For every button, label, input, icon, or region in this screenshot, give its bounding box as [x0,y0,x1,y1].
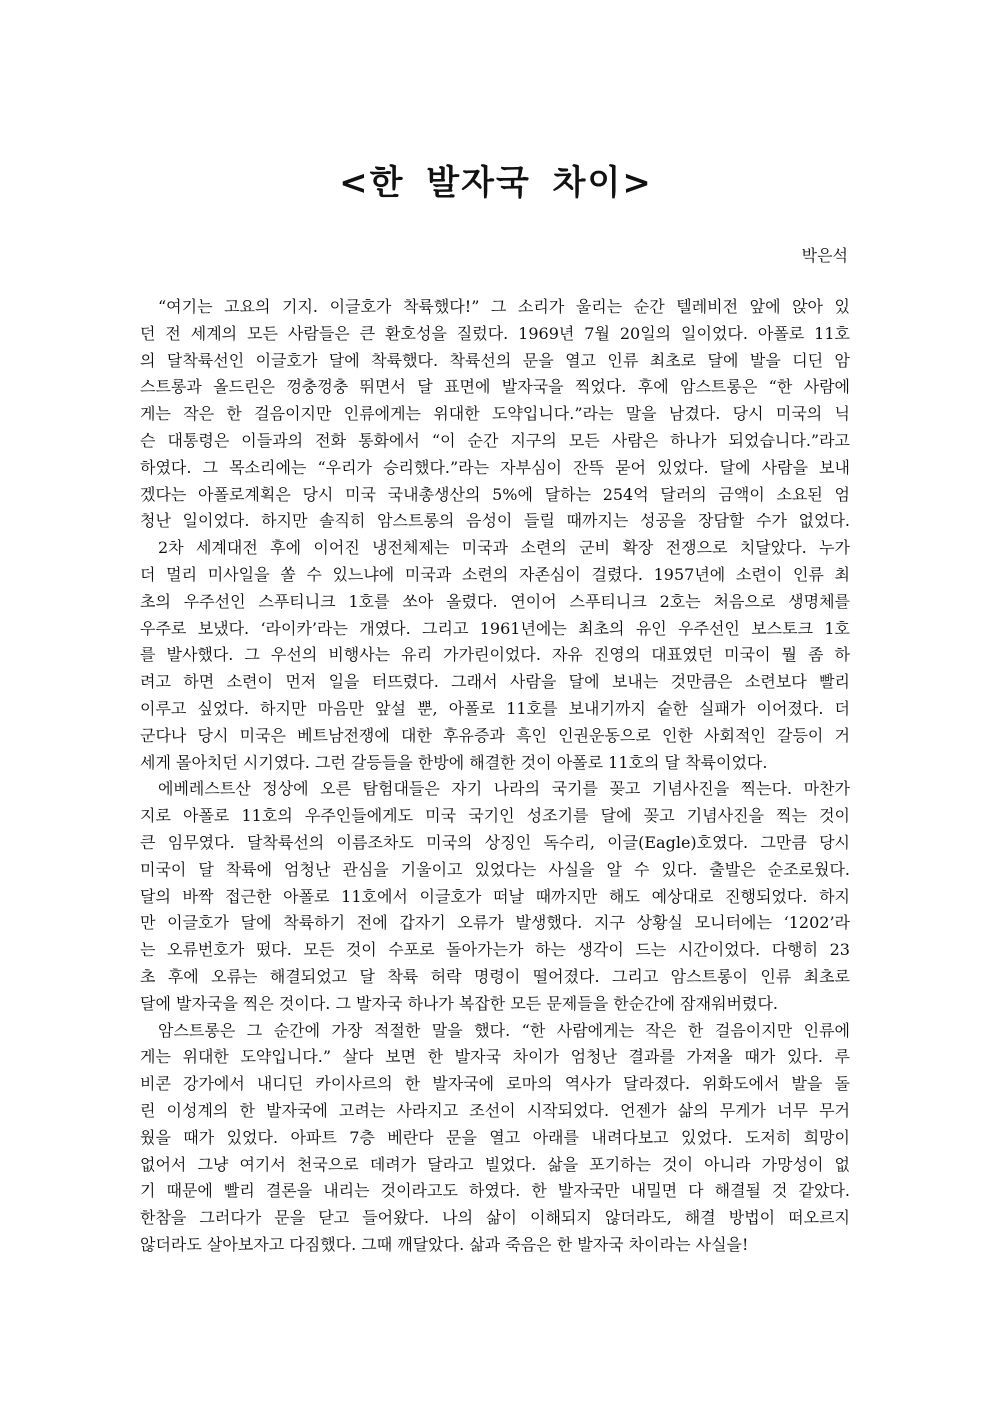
text-line: 만 이글호가 달에 착륙하기 전에 갑자기 오류가 발생했다. 지구 상황실 모니터에는 ‘1202’라 [140,913,850,933]
text-line: 군다나 당시 미국은 베트남전쟁에 대한 후유증과 흑인 인권운동으로 인한 사회적인 갈등이 거 [140,725,850,745]
text-line: 달의 바짝 접근한 아폴로 11호에서 이글호가 떠날 때까지만 해도 예상대로 진행되었다. 하지 [140,886,850,906]
document-body [140,294,850,1259]
text-line: 세게 몰아치던 시기였다. 그런 갈등들을 한방에 해결한 것이 아폴로 11호의 달 착륙이었다. [140,752,768,772]
text-line: 초의 우주선인 스푸티니크 1호를 쏘아 올렸다. 연이어 스푸티니크 2호는 처음으로 생명체를 [140,591,850,611]
text-line: 않더라도 살아보자고 다짐했다. 그때 깨달았다. 삶과 죽음은 한 발자국 차이라는 사실을! [140,1234,749,1254]
text-line: 게는 위대한 도약입니다.” 살다 보면 한 발자국 차이가 엄청난 결과를 가져올 때가 있다. 루 [140,1047,850,1067]
text-line: 없어서 그냥 여기서 천국으로 데려가 달라고 빌었다. 삶을 포기하는 것이 아니라 가망성이 없 [140,1154,850,1174]
paragraph [140,535,850,776]
paragraph [140,1018,850,1259]
text-line: 2차 세계대전 후에 이어진 냉전체제는 미국과 소련의 군비 확장 전쟁으로 치달았다. 누가 [158,538,850,558]
text-line: 를 발사했다. 그 우선의 비행사는 유리 가가린이었다. 자유 진영의 대표였던 미국이 뭘 좀 하 [140,645,850,665]
text-line: 지로 아폴로 11호의 우주인들에게도 미국 국기인 성조기를 달에 꽂고 기념사진을 찍는 것이 [140,806,850,826]
text-line: 슨 대통령은 이들과의 전화 통화에서 “이 순간 지구의 모든 사람은 하나가 되었습니다.”라고 [140,430,850,450]
text-line: 는 오류번호가 떴다. 모든 것이 수포로 돌아가는가 하는 생각이 드는 시간이었다. 다행히 23 [140,940,850,960]
document-title: <한 발자국 차이> [339,163,653,203]
text-line: 미국이 달 착륙에 엄청난 관심을 기울이고 있었다는 사실을 알 수 있다. 출발은 순조로웠다. [140,859,850,879]
text-line: 하였다. 그 목소리에는 “우리가 승리했다.”라는 자부심이 잔뜩 묻어 있었다. 달에 사람을 보내 [140,457,850,477]
text-line: 큰 임무였다. 달착륙선의 이름조차도 미국의 상징인 독수리, 이글(Eagle)호였다. 그만큼 당시 [140,832,850,852]
text-line: “여기는 고요의 기지. 이글호가 착륙했다!” 그 소리가 울리는 순간 텔레비전 앞에 앉아 있 [158,297,850,316]
text-line: 의 달착륙선인 이글호가 달에 착륙했다. 착륙선의 문을 열고 인류 최초로 달에 발을 디딘 암 [140,350,850,370]
author-name: 박은석 [801,246,848,265]
text-line: 려고 하면 소련이 먼저 일을 터뜨렸다. 그래서 사람을 달에 보내는 것만큼은 소련보다 빨리 [140,672,850,692]
text-line: 스트롱과 올드린은 껑충껑충 뛰면서 달 표면에 발자국을 찍었다. 후에 암스트롱은 “한 사람에 [140,377,850,397]
text-line: 더 멀리 미사일을 쏠 수 있느냐에 미국과 소련의 자존심이 걸렸다. 1957년에 소련이 인류 최 [140,564,850,584]
text-line: 우주로 보냈다. ‘라이카’라는 개였다. 그리고 1961년에는 최초의 유인 우주선인 보스토크 1호 [140,618,850,638]
text-line: 달에 발자국을 찍은 것이다. 그 발자국 하나가 복잡한 모든 문제들을 한순간에 잠재워버렸다. [140,993,778,1013]
paragraph [140,294,850,535]
text-line: 던 전 세계의 모든 사람들은 큰 환호성을 질렀다. 1969년 7월 20일의 일이었다. 아폴로 11호 [140,323,850,343]
text-line: 웠을 때가 있었다. 아파트 7층 베란다 문을 열고 아래를 내려다보고 있었다. 도저히 희망이 [140,1127,850,1147]
text-line: 암스트롱은 그 순간에 가장 적절한 말을 했다. “한 사람에게는 작은 한 걸음이지만 인류에 [158,1020,850,1040]
text-line: 한참을 그러다가 문을 닫고 들어왔다. 나의 삶이 이해되지 않더라도, 해결 방법이 떠오르지 [140,1208,850,1228]
paragraph [140,776,850,1017]
text-line: 기 때문에 빨리 결론을 내리는 것이라고도 하였다. 한 발자국만 내밀면 다 해결될 것 같았다. [140,1181,850,1201]
text-line: 에베레스트산 정상에 오른 탐험대들은 자기 나라의 국기를 꽂고 기념사진을 찍는다. 마찬가 [158,779,850,799]
text-line: 린 이성계의 한 발자국에 고려는 사라지고 조선이 시작되었다. 언젠가 삶의 무게가 너무 무거 [140,1100,850,1120]
text-line: 겠다는 아폴로계획은 당시 미국 국내총생산의 5%에 달하는 254억 달러의 금액이 소요된 엄 [140,484,850,504]
text-line: 이루고 싶었다. 하지만 마음만 앞설 뿐, 아폴로 11호를 보내기까지 숱한 실패가 이어졌다. 더 [140,698,850,718]
text-line: 비콘 강가에서 내디딘 카이사르의 한 발자국에 로마의 역사가 달라졌다. 위화도에서 발을 돌 [140,1074,850,1094]
text-line: 청난 일이었다. 하지만 솔직히 암스트롱의 음성이 들릴 때까지는 성공을 장담할 수가 없었다. [140,511,850,531]
text-line: 초 후에 오류는 해결되었고 달 착륙 허락 명령이 떨어졌다. 그리고 암스트롱이 인류 최초로 [140,966,850,986]
text-line: 게는 작은 한 걸음이지만 인류에게는 위대한 도약입니다.”라는 말을 남겼다. 당시 미국의 닉 [140,404,850,424]
